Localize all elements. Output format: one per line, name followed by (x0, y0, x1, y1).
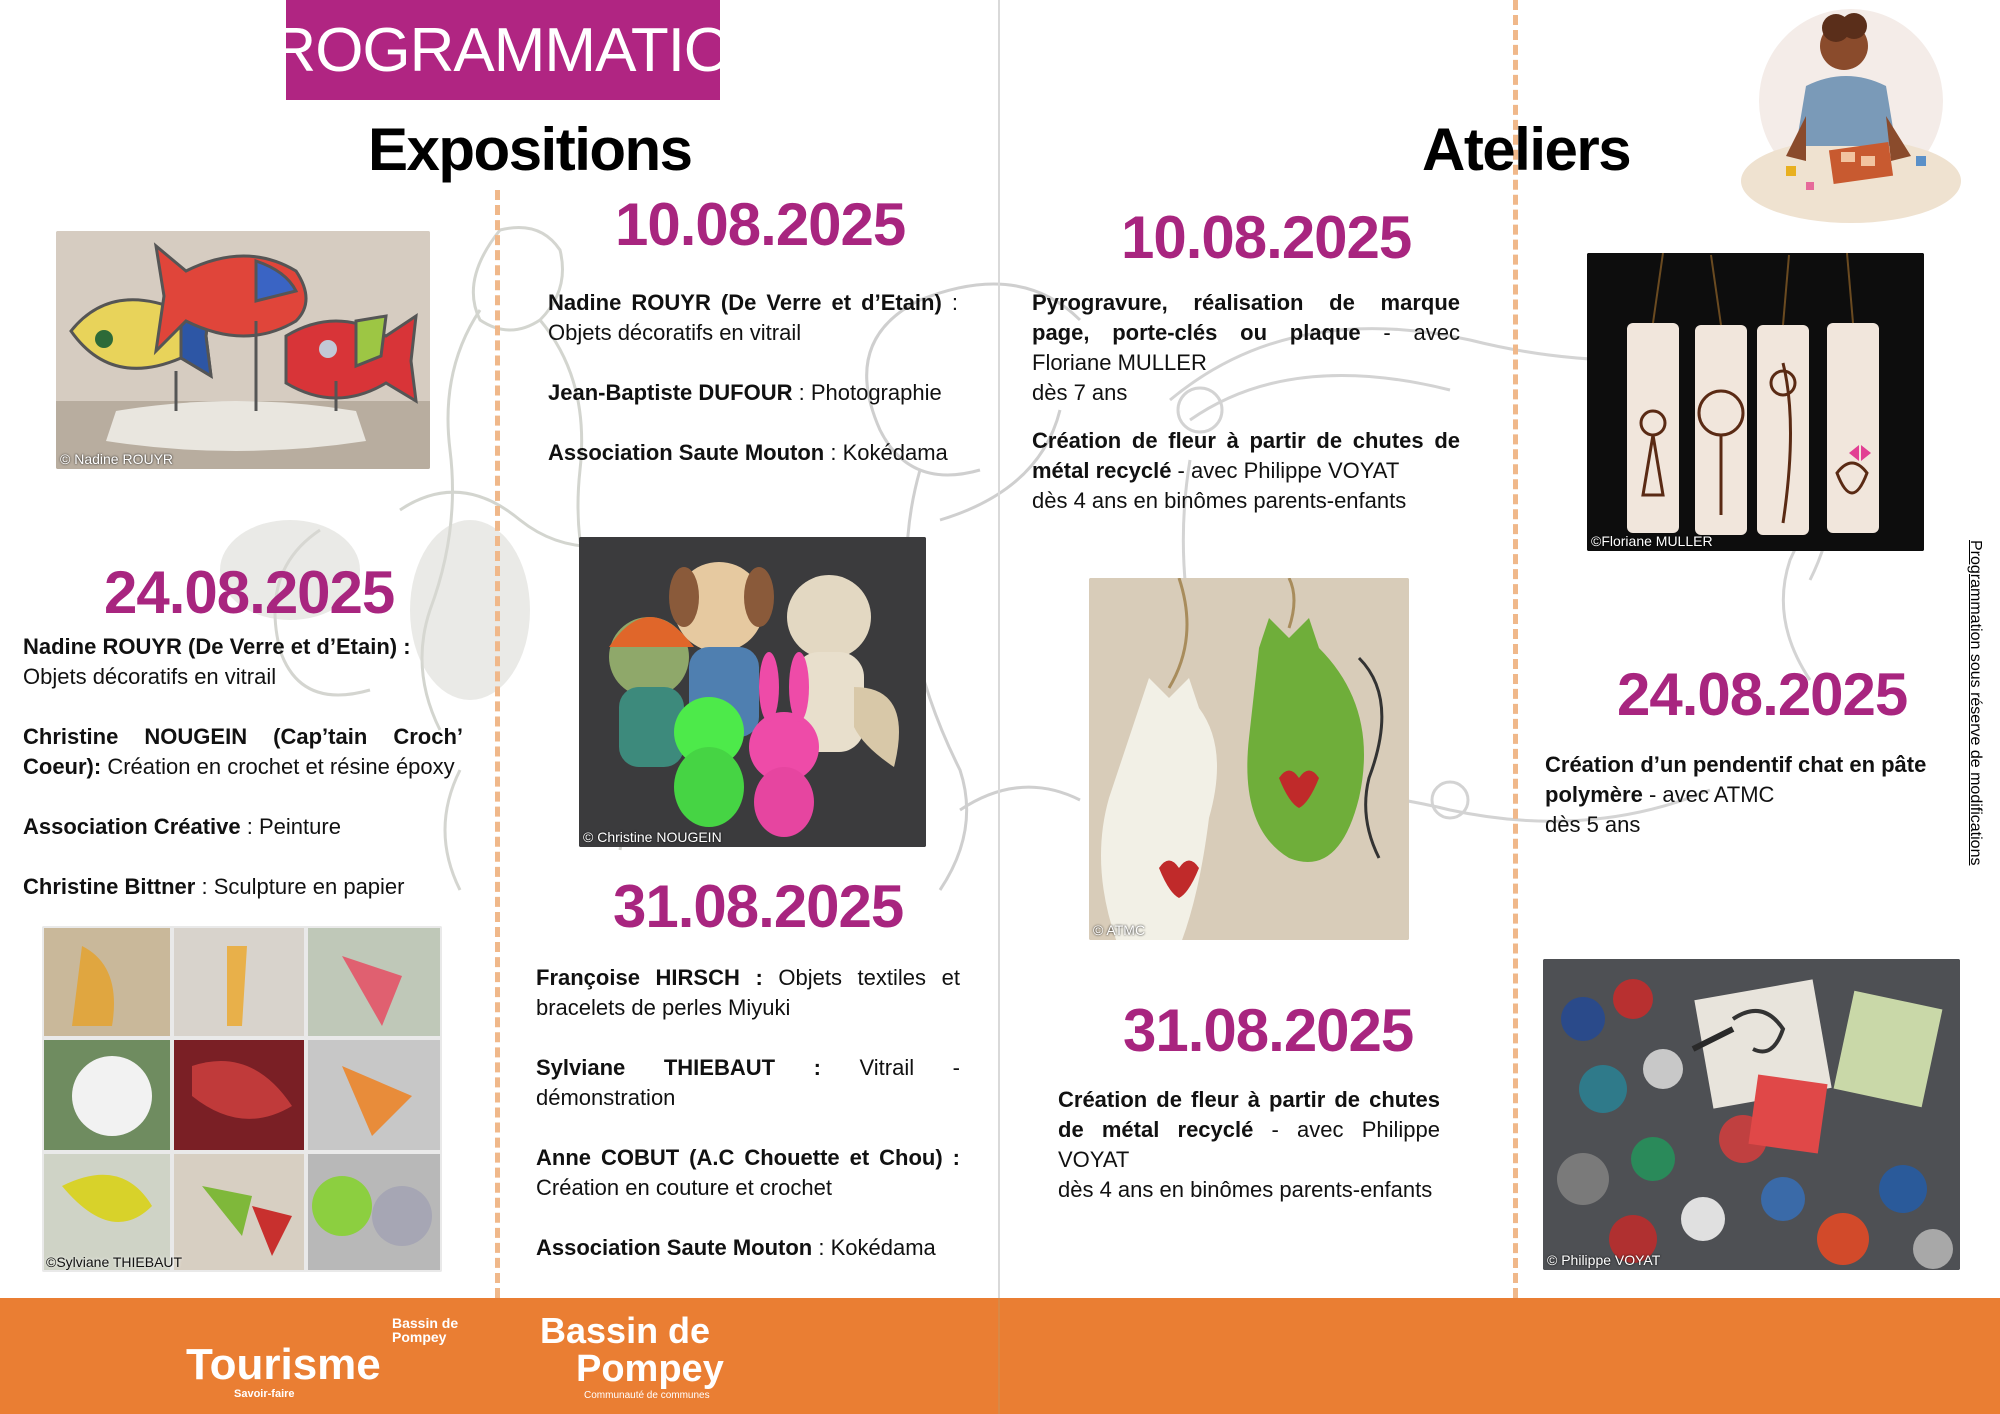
list-item: Association Saute Mouton : Kokédama (548, 440, 948, 465)
list-item: Jean-Baptiste DUFOUR : Photographie (548, 380, 942, 405)
page-divider (998, 0, 1000, 1414)
logo-tourisme (186, 1312, 486, 1402)
fish-illustration (56, 231, 430, 469)
expo-date-1: 10.08.2025 (615, 191, 906, 258)
photo-crochet-toys (579, 537, 926, 847)
heading-expositions: Expositions (368, 116, 692, 183)
dashed-guide-right (1513, 0, 1518, 1298)
photo-credit: ©Floriane MULLER (1591, 533, 1713, 549)
side-note (1962, 540, 1986, 866)
photo-credit: ©Sylviane THIEBAUT (46, 1254, 183, 1270)
expo-day2-list (23, 632, 463, 902)
expo-date-3: 31.08.2025 (613, 873, 904, 940)
list-item: Anne COBUT (A.C Chouette et Chou) : Création en couture et crochet (536, 1145, 960, 1200)
list-item: Association Créative : Peinture (23, 814, 341, 839)
cats-illustration (1089, 578, 1409, 940)
photo-pyrogravure-bookmarks (1587, 253, 1924, 551)
list-item: Sylviane THIEBAUT : Vitrail - démonstration (536, 1055, 960, 1110)
collage-illustration (42, 926, 442, 1272)
logo-tourisme-sub: Savoir-faire (234, 1388, 295, 1400)
crochet-illustration (579, 537, 926, 847)
logo-tourisme-top: Bassin de Pompey (392, 1315, 459, 1345)
dashed-guide-left (495, 190, 500, 1298)
list-item: Création de fleur à partir de chutes de métal recyclé - avec Philippe VOYAT dès 4 ans en binômes parents-enfants (1032, 428, 1460, 513)
atelier-date-2: 24.08.2025 (1617, 661, 1908, 728)
logo-bassin-pompey (540, 1310, 780, 1402)
photo-vitrail-fish (56, 231, 430, 469)
list-item: Création d’un pendentif chat en pâte polymère - avec ATMC dès 5 ans (1545, 752, 1927, 837)
expo-day3-list (536, 963, 960, 1263)
list-item: Nadine ROUYR (De Verre et d’Etain) : Objets décoratifs en vitrail (23, 634, 411, 689)
child-crafting-illustration (1736, 6, 1962, 230)
expo-date-2: 24.08.2025 (104, 559, 395, 626)
atelier-day2-list (1545, 750, 1955, 840)
list-item: Christine NOUGEIN (Cap’tain Croch’ Coeur): Création en crochet et résine époxy (23, 724, 463, 779)
logo-bassin-line2: Pompey (576, 1348, 724, 1390)
list-item: Françoise HIRSCH : Objets textiles et bracelets de perles Miyuki (536, 965, 960, 1020)
logo-bassin-line1: Bassin de (540, 1310, 711, 1351)
atelier-date-1: 10.08.2025 (1121, 204, 1412, 271)
bookmarks-illustration (1587, 253, 1924, 551)
photo-credit: © Nadine ROUYR (60, 451, 174, 467)
heading-ateliers: Ateliers (1422, 116, 1631, 183)
logo-bassin-sub: Communauté de communes (584, 1390, 710, 1401)
page-title: PROGRAMMATION (286, 0, 720, 100)
list-item: Pyrogravure, réalisation de marque page, porte-clés ou plaque - avec Floriane MULLER dès 7 ans (1032, 290, 1460, 405)
photo-credit: © ATMC (1093, 922, 1146, 938)
footer-divider (998, 1298, 1000, 1414)
photo-cat-pendants (1089, 578, 1409, 940)
expo-day1-list (548, 288, 958, 468)
atelier-day1-list (1032, 288, 1460, 516)
photo-credit: © Philippe VOYAT (1547, 1252, 1661, 1268)
list-item: Christine Bittner : Sculpture en papier (23, 874, 405, 899)
list-item: Nadine ROUYR (De Verre et d’Etain) : Objets décoratifs en vitrail (548, 290, 958, 345)
side-note-text: Programmation sous réserve de modifications (1967, 540, 1984, 866)
metal-flowers-illustration (1543, 959, 1960, 1270)
list-item: Création de fleur à partir de chutes de métal recyclé - avec Philippe VOYAT dès 4 ans en binômes parents-enfants (1058, 1087, 1440, 1202)
list-item: Association Saute Mouton : Kokédama (536, 1235, 936, 1260)
photo-metal-flowers (1543, 959, 1960, 1270)
atelier-day3-list (1058, 1085, 1440, 1205)
atelier-date-3: 31.08.2025 (1123, 997, 1414, 1064)
logo-tourisme-main: Tourisme (186, 1340, 381, 1389)
photo-credit: © Christine NOUGEIN (583, 829, 722, 845)
photo-vitrail-collage (42, 926, 442, 1272)
